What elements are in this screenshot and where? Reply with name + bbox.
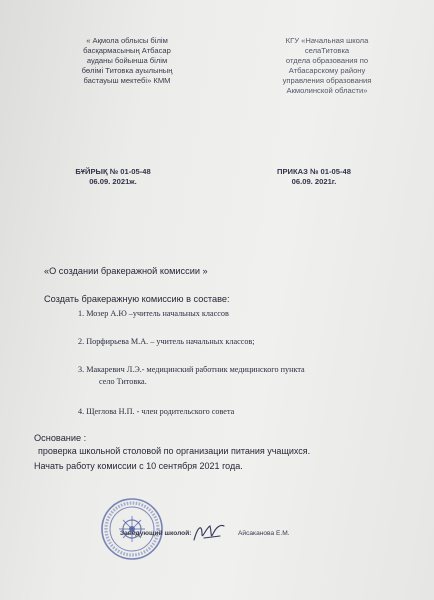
- header-right-line: КГУ «Начальная школа: [285, 36, 369, 45]
- basis-text: проверка школьной столовой по организации питания учащихся.: [38, 446, 311, 456]
- committee-member: 4. Щеглова Н.П. - член родительского совета: [78, 407, 235, 416]
- committee-member-continuation: село Титовка.: [99, 377, 147, 386]
- order-date: 06.09. 2021ж.: [89, 177, 137, 186]
- header-russian: [252, 36, 402, 96]
- order-kazakh: [58, 167, 168, 187]
- start-date-text: Начать работу комиссии с 10 сентября 2021 года.: [34, 461, 243, 471]
- basis-label: Основание :: [34, 433, 87, 443]
- order-number: ПРИКАЗ № 01-05-48: [277, 167, 351, 176]
- signature-icon: [190, 520, 230, 546]
- signatory-name: Айсаканова Е.М.: [238, 530, 290, 537]
- header-kazakh: [52, 36, 202, 86]
- header-right-line: Акмолинской области»: [286, 86, 368, 95]
- header-right-line: отдела образования по: [285, 56, 369, 65]
- document-title: «О создании бракеражной комиссии »: [44, 266, 208, 276]
- committee-member: 3. Макаревич Л.Э.- медицинский работник медицинского пункта: [78, 365, 305, 374]
- header-left-line: бастауыш мектебі» КММ: [83, 76, 171, 85]
- header-left-line: ауданы бойынша білім: [86, 56, 168, 65]
- committee-member: 1. Мозер А.Ю –учитель начальных классов: [78, 309, 229, 318]
- header-left-line: басқармасының Атбасар: [83, 46, 171, 55]
- director-label: Заведующий школой:: [120, 530, 192, 537]
- intro-text: Создать бракеражную комиссию в составе:: [44, 294, 230, 304]
- order-number: БҰЙРЫҚ № 01-05-48: [75, 167, 151, 176]
- header-right-line: управления образования: [282, 76, 372, 85]
- order-russian: [254, 167, 374, 187]
- official-seal-icon: [100, 497, 164, 561]
- committee-member: 2. Порфирьева М.А. – учитель начальных классов;: [78, 337, 255, 346]
- order-date: 06.09. 2021г.: [291, 177, 337, 186]
- header-right-line: Атбасарскому району: [288, 66, 366, 75]
- header-left-line: бөлімі Титовка ауылының: [81, 66, 173, 75]
- header-right-line: селаТитовка: [304, 46, 350, 55]
- header-left-line: « Ақмола облысы білім: [86, 36, 168, 45]
